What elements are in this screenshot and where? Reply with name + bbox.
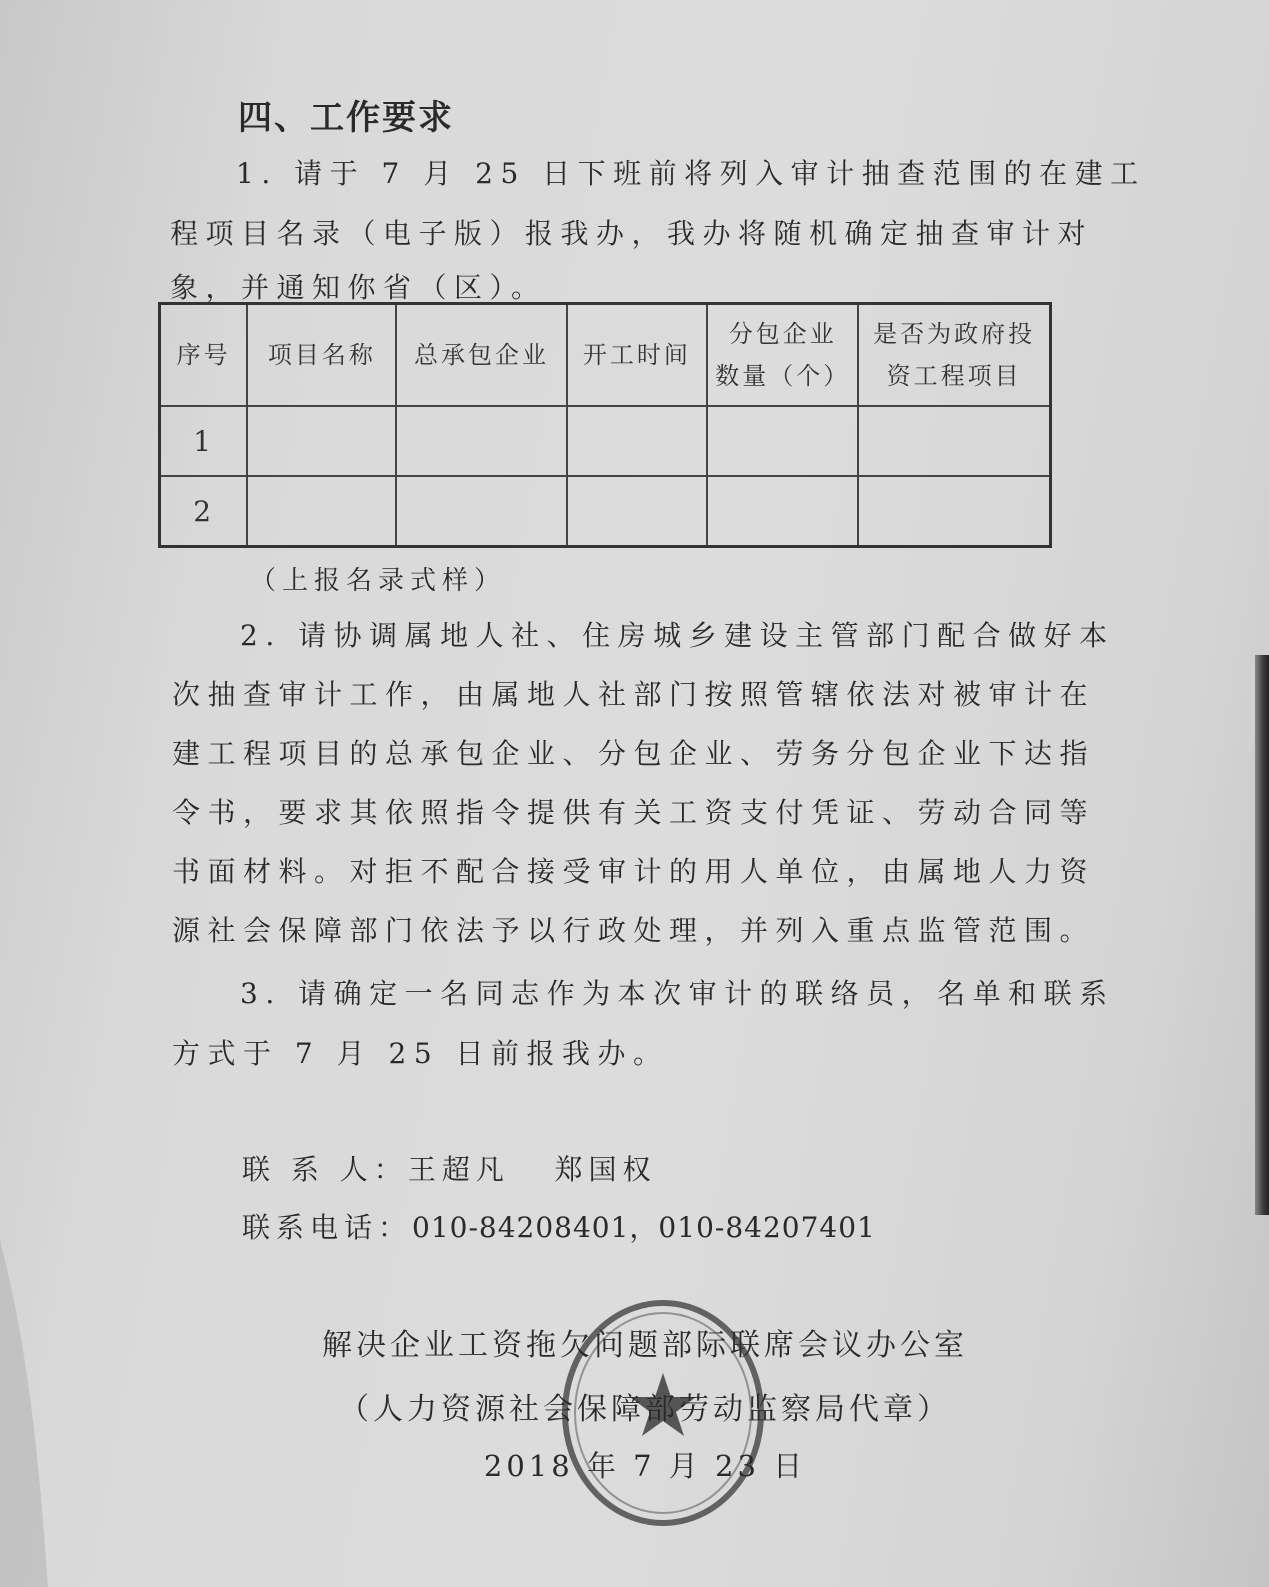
table-cell bbox=[858, 406, 1050, 476]
table-header-row bbox=[160, 304, 1051, 407]
contact-phone bbox=[242, 1206, 876, 1246]
contact-person bbox=[242, 1148, 657, 1188]
table-cell bbox=[567, 406, 708, 476]
item2-line4: 令书，要求其依照指令提供有关工资支付凭证、劳动合同等 bbox=[172, 796, 1096, 829]
contact-phone-value: 010-84208401，010-84207401 bbox=[412, 1211, 876, 1244]
issuing-office: 解决企业工资拖欠问题部际联席会议办公室 bbox=[322, 1328, 968, 1363]
contact-person-label: 联 系 人： bbox=[242, 1153, 408, 1186]
item2-line5: 书面材料。对拒不配合接受审计的用人单位，由属地人力资 bbox=[172, 855, 1096, 888]
item2-line6: 源社会保障部门依法予以行政处理，并列入重点监管范围。 bbox=[172, 914, 1096, 947]
issue-date: 2018 年 7 月 23 日 bbox=[483, 1449, 807, 1483]
item1-line3: 象，并通知你省（区）。 bbox=[170, 271, 547, 304]
table-cell bbox=[396, 406, 566, 476]
table-row bbox=[160, 406, 1051, 476]
contact-phone-label: 联系电话： bbox=[242, 1211, 413, 1244]
table-cell bbox=[567, 476, 708, 547]
table-cell bbox=[247, 406, 396, 476]
report-template-table bbox=[158, 302, 1052, 548]
header-cell bbox=[858, 304, 1050, 407]
item3-line2: 方式于 7 月 25 日前报我办。 bbox=[172, 1037, 669, 1070]
header-cell: 项目名称 bbox=[247, 304, 396, 407]
table-cell bbox=[396, 476, 566, 547]
header-cell: 序号 bbox=[160, 304, 248, 407]
page-edge-shadow bbox=[1255, 655, 1269, 1215]
header-cell-line: 是否为政府投 bbox=[873, 320, 1036, 348]
row-index-cell: 2 bbox=[160, 476, 248, 547]
item2-line1: 2. 请协调属地人社、住房城乡建设主管部门配合做好本 bbox=[240, 619, 1115, 652]
table-caption: （上报名录式样） bbox=[250, 566, 507, 596]
header-cell-line: 数量（个） bbox=[715, 362, 851, 390]
table-row bbox=[160, 476, 1051, 547]
header-cell: 开工时间 bbox=[567, 304, 708, 407]
header-cell: 总承包企业 bbox=[396, 304, 566, 407]
row-index-cell: 1 bbox=[160, 406, 248, 476]
header-cell-line: 资工程项目 bbox=[886, 362, 1022, 390]
item1-line2: 程项目名录（电子版）报我办，我办将随机确定抽查审计对 bbox=[170, 217, 1094, 250]
table-cell bbox=[707, 406, 858, 476]
table-cell bbox=[707, 476, 858, 547]
paper-fold-shadow bbox=[0, 1240, 60, 1587]
item3-line1: 3. 请确定一名同志作为本次审计的联络员，名单和联系 bbox=[240, 977, 1115, 1010]
table-cell bbox=[858, 476, 1050, 547]
header-cell bbox=[707, 304, 858, 407]
section-heading: 四、工作要求 bbox=[238, 98, 454, 138]
table-cell bbox=[247, 476, 396, 547]
header-cell-line: 分包企业 bbox=[728, 320, 837, 348]
contact-person-value: 王超凡 郑国权 bbox=[407, 1153, 657, 1186]
item2-line2: 次抽查审计工作，由属地人社部门按照管辖依法对被审计在 bbox=[172, 678, 1096, 711]
item1-line1: 1. 请于 7 月 25 日下班前将列入审计抽查范围的在建工 bbox=[236, 157, 1146, 190]
item2-line3: 建工程项目的总承包企业、分包企业、劳务分包企业下达指 bbox=[172, 737, 1096, 770]
seal-proxy-note: （人力资源社会保障部劳动监察局代章） bbox=[339, 1392, 951, 1427]
